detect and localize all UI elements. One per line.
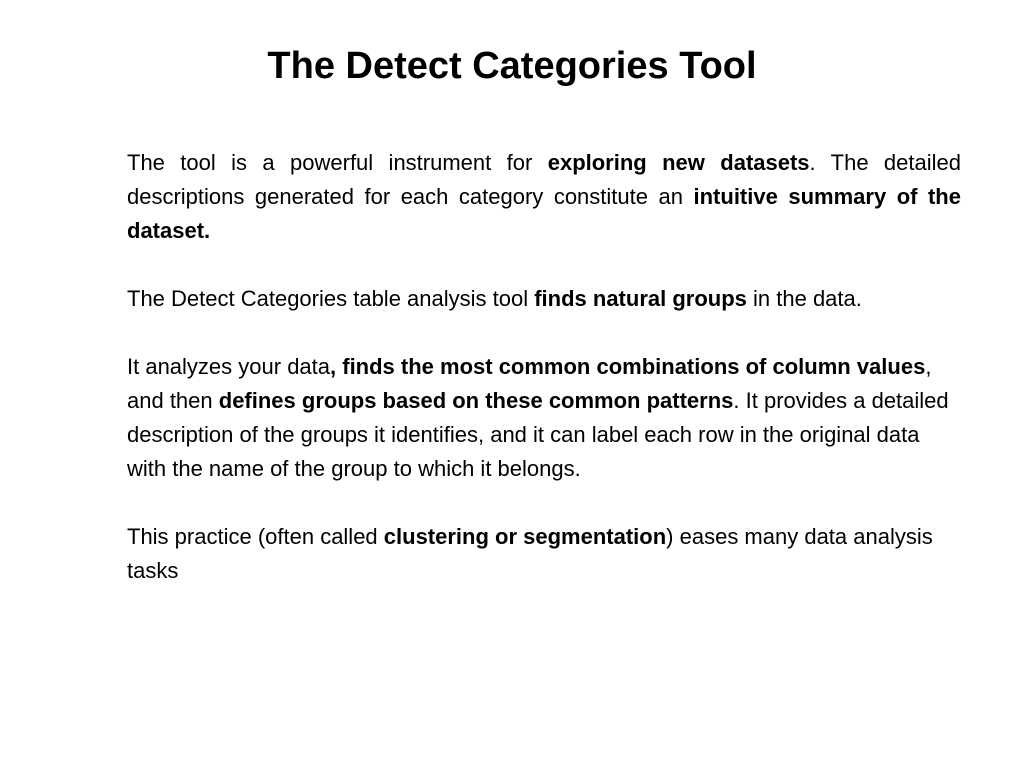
text-run: . The detailed descriptions generated for each category constitute an bbox=[127, 150, 961, 209]
bold-text-run: intuitive summary of the dataset. bbox=[127, 184, 961, 243]
bold-text-run: defines groups based on these common patterns bbox=[218, 388, 734, 413]
bold-text-run: , finds the most common combinations of column values bbox=[330, 354, 926, 379]
slide-body bbox=[127, 146, 961, 622]
paragraph-analysis bbox=[127, 350, 961, 486]
paragraph-clustering bbox=[127, 520, 961, 588]
text-run: . It provides a detailed description of the groups it identifies, and it can label each row in the original data with the name of the group to which it belongs. bbox=[127, 388, 949, 481]
bold-text-run: finds natural groups bbox=[534, 286, 747, 311]
text-run: It analyzes your data bbox=[127, 354, 331, 379]
text-run: in the data. bbox=[746, 286, 862, 311]
paragraph-exploring bbox=[127, 146, 961, 248]
slide-title: The Detect Categories Tool bbox=[267, 45, 757, 87]
bold-text-run: exploring new datasets bbox=[547, 150, 810, 175]
text-run: The Detect Categories table analysis tool bbox=[127, 286, 535, 311]
bold-text-run: clustering or segmentation bbox=[383, 524, 667, 549]
text-run: This practice (often called bbox=[127, 524, 384, 549]
text-run: The tool is a powerful instrument for bbox=[127, 150, 548, 175]
text-run: , and then bbox=[127, 354, 932, 413]
paragraph-natural-groups bbox=[127, 282, 961, 316]
text-run: ) eases many data analysis tasks bbox=[127, 524, 933, 583]
